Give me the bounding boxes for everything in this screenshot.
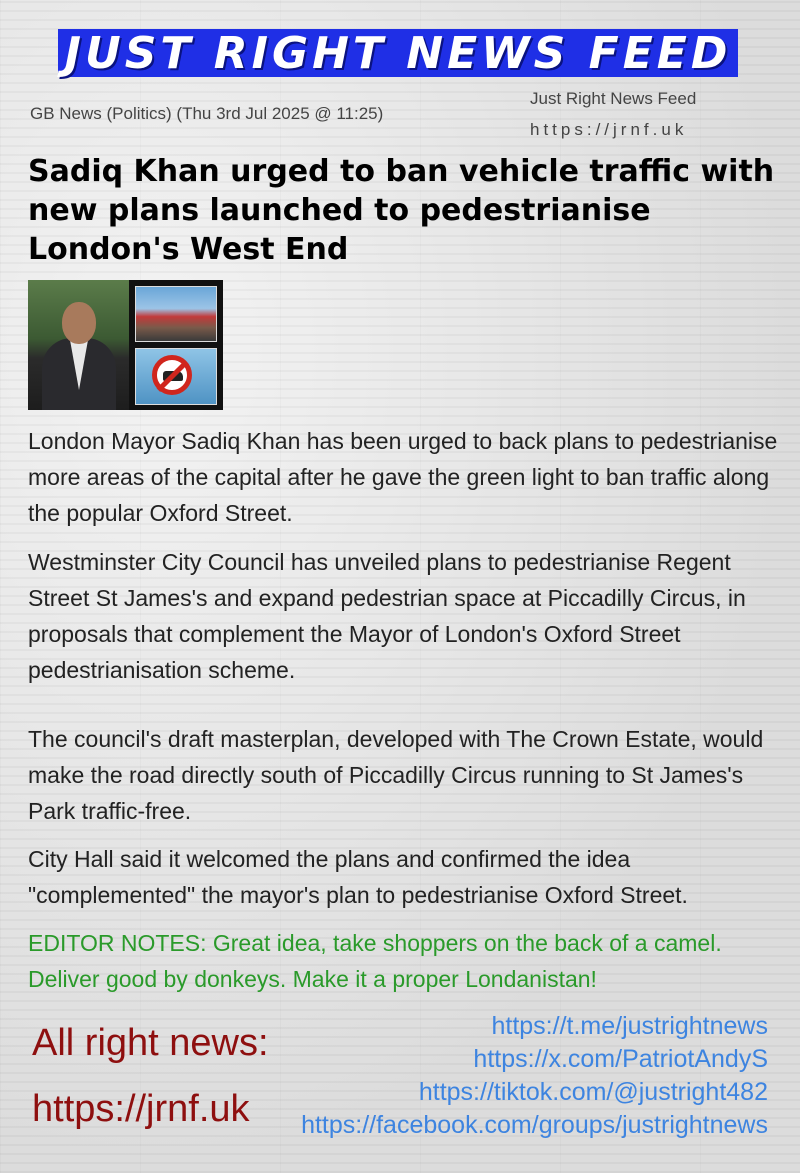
no-vehicles-sign-photo [135,348,217,405]
banner-title: JUST RIGHT NEWS FEED [64,27,732,79]
article-paragraph: City Hall said it welcomed the plans and confirmed the idea "complemented" the mayor's plan to pedestrianise Oxford Street. [28,846,688,908]
article-headline: Sadiq Khan urged to ban vehicle traffic with new plans launched to pedestrianise London's West End [28,154,775,267]
article-paragraph: London Mayor Sadiq Khan has been urged to back plans to pedestrianise more areas of the capital after he gave the green light to ban traffic along the popular Oxford Street. [28,428,778,526]
x-link[interactable]: https://x.com/PatriotAndyS [473,1045,768,1073]
site-banner [58,29,738,77]
tiktok-link[interactable]: https://tiktok.com/@justright482 [418,1078,768,1106]
article-paragraph: The council's draft masterplan, developed with The Crown Estate, would make the road directly south of Piccadilly Circus running to St James's Park traffic-free. [28,726,764,824]
article-source: GB News (Politics) (Thu 3rd Jul 2025 @ 11:25) [30,104,384,123]
portrait-photo [28,280,129,410]
site-name: Just Right News Feed [530,89,697,108]
social-links [301,1010,768,1142]
editor-notes: EDITOR NOTES: Great idea, take shoppers on the back of a camel. Deliver good by donkeys. Make it a proper Londanistan! [28,930,722,992]
telegram-link[interactable]: https://t.me/justrightnews [491,1012,768,1040]
footer-tagline: All right news: [32,1022,269,1064]
site-url: https://jrnf.uk [530,120,688,139]
article-paragraph: Westminster City Council has unveiled plans to pedestrianise Regent Street St James's and expand pedestrian space at Piccadilly Circus, in proposals that complement the Mayor of London's Oxford Street pedestrianisation scheme. [28,549,746,683]
article-photo-collage [28,280,223,410]
no-entry-sign-icon [152,355,192,395]
facebook-link[interactable]: https://facebook.com/groups/justrightnews [301,1111,768,1139]
footer-url: https://jrnf.uk [32,1088,250,1130]
street-scene-photo [135,286,217,342]
